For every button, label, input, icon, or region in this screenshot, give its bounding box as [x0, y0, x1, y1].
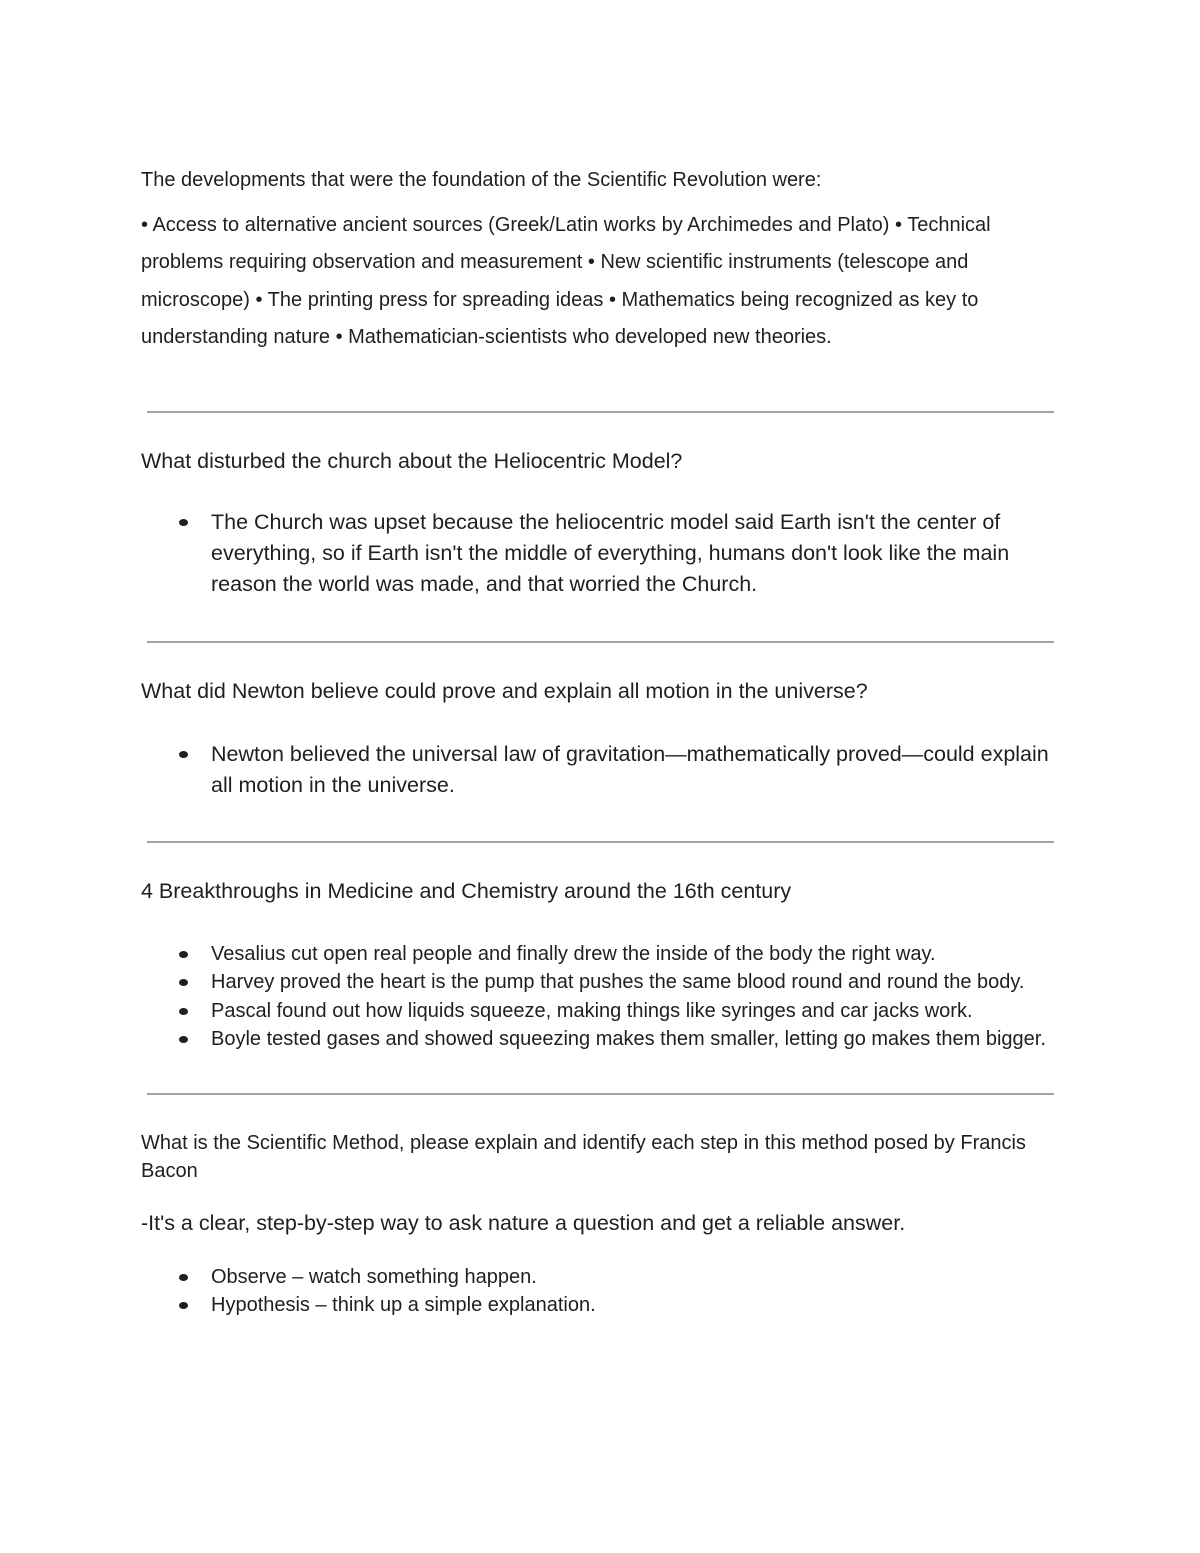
list-item: Harvey proved the heart is the pump that pushes the same blood round and round the body. [141, 968, 1059, 996]
list-item: Boyle tested gases and showed squeezing makes them smaller, letting go makes them bigger. [141, 1025, 1059, 1053]
bullet-icon [179, 519, 188, 526]
list-item: Hypothesis – think up a simple explanation. [141, 1291, 1059, 1319]
section2-question: What disturbed the church about the Heliocentric Model? [141, 449, 683, 474]
section1-body: • Access to alternative ancient sources (Greek/Latin works by Archimedes and Plato) • Technical problems requiring observation and measurement • New scientific instruments (telescope and microscope) • The printing press for spreading ideas • Mathematics being recognized as key to understanding nature • Mathematician-scientists who developed new theories. [141, 214, 991, 348]
section4-list [141, 940, 1060, 1053]
section4-question: 4 Breakthroughs in Medicine and Chemistry around the 16th century [141, 879, 792, 904]
section5-question: What is the Scientific Method, please explain and identify each step in this method posed by Francis Bacon [141, 1132, 1026, 1182]
list-item: The Church was upset because the heliocentric model said Earth isn't the center of everything, so if Earth isn't the middle of everything, humans don't look like the main reason the world was made, and that worried the Church. [141, 507, 1059, 600]
bullet-icon [179, 979, 188, 986]
bullet-icon [179, 1008, 188, 1015]
section5-list [141, 1263, 1060, 1319]
section2-list [141, 507, 1060, 600]
list-item: Pascal found out how liquids squeeze, making things like syringes and car jacks work. [141, 997, 1059, 1025]
bullet-icon [179, 1302, 188, 1309]
section1-heading: The developments that were the foundation of the Scientific Revolution were: [141, 169, 822, 191]
bullet-icon [179, 951, 188, 958]
section3-list [141, 739, 1060, 801]
bullet-icon [179, 751, 188, 758]
section3-question: What did Newton believe could prove and explain all motion in the universe? [141, 679, 868, 704]
bullet-icon [179, 1274, 188, 1281]
list-item: Newton believed the universal law of gravitation—mathematically proved—could explain all motion in the universe. [141, 739, 1059, 801]
list-item: Vesalius cut open real people and finally drew the inside of the body the right way. [141, 940, 1059, 968]
list-item: Observe – watch something happen. [141, 1263, 1059, 1291]
bullet-icon [179, 1036, 188, 1043]
section5-answer: -It's a clear, step-by-step way to ask nature a question and get a reliable answer. [141, 1211, 906, 1235]
